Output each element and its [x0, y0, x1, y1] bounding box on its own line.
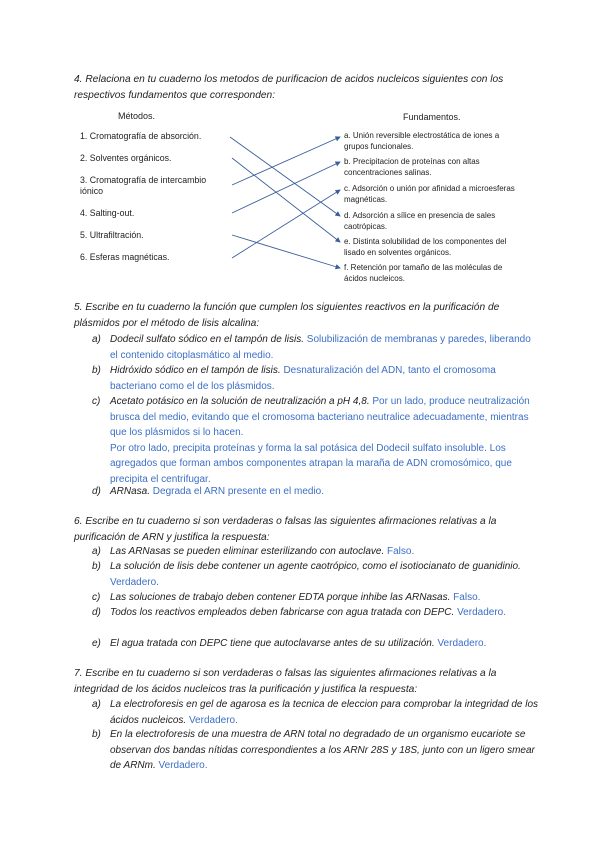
q7-item-a-answer: Verdadero. [188, 714, 238, 726]
q6-item-e-question: El agua tratada con DEPC tiene que autoclavarse antes de su utilización. [110, 638, 435, 649]
q6-item-a-question: Las ARNasas se pueden eliminar esterilizando con autoclave. [110, 546, 385, 557]
method-4: 4. Salting-out. [80, 208, 135, 218]
q5-item-a-answer: Solubilización de membranas y paredes, liberando el contenido citoplasmático al medio. [110, 334, 531, 361]
q6-item-a-label: a) [92, 546, 101, 557]
q5-item-d-answer: Degrada el ARN presente en el medio. [152, 486, 325, 497]
q6-item-c-answer: Falso. [453, 592, 481, 603]
question-7-prompt: 7. Escribe en tu cuaderno si son verdaderas o falsas las siguientes afirmaciones relativas a la integridad de los ácidos nucleicos tras la purificación y justifica la respuesta: [74, 668, 497, 695]
q6-item-a-text [110, 544, 540, 560]
matching-lines [0, 0, 600, 300]
q6-item-d-answer: Verdadero. [457, 607, 506, 618]
match-line-1-d [230, 137, 340, 216]
q5-item-d-question: ARNasa. [110, 486, 151, 497]
fundamentals-header: Fundamentos. [403, 112, 461, 122]
q5-item-d [0, 484, 600, 500]
method-3: 3. Cromatografía de intercambio iónico [80, 175, 207, 196]
q5-item-c-answer: Por un lado, produce neutralización brusca del medio, evitando que el cromosoma bacteriano neutralice adecuadamente, mientras que los plásmidos si lo hacen. [110, 396, 530, 438]
match-line-4-b [232, 162, 340, 213]
q5-item-b-text [110, 363, 540, 394]
fundamental-a: a. Unión reversible electrostática de iones a grupos funcionales. [344, 131, 500, 151]
fundamental-b: b. Precipitacion de proteínas con altas concentraciones salinas. [344, 157, 480, 177]
q6-item-a [0, 544, 600, 560]
q5-item-a-text [110, 332, 540, 363]
q6-item-e-label: e) [92, 638, 101, 649]
q6-item-b-answer: Verdadero. [110, 576, 159, 588]
q6-item-b-label: b) [92, 561, 101, 572]
match-line-3-a [232, 137, 340, 185]
fundamental-c: c. Adsorción o unión por afinidad a microesferas magnéticas. [344, 184, 515, 204]
question-5-prompt: 5. Escribe en tu cuaderno la función que cumplen los siguientes reactivos en la purificación de plásmidos por el método de lisis alcalina: [74, 302, 500, 329]
fundamental-f: f. Retención por tamaño de las moléculas de ácidos nucleicos. [344, 263, 503, 283]
fundamental-d: d. Adsorción a sílice en presencia de sales caotrópicas. [344, 211, 496, 231]
method-2: 2. Solventes orgánicos. [80, 153, 172, 163]
q5-item-a [0, 332, 600, 364]
q7-item-a-label: a) [92, 699, 101, 710]
q7-item-a [0, 697, 600, 729]
q6-item-b-question: La solución de lisis debe contener un agente caotrópico, como el isotiocianato de guanidinio. [110, 561, 521, 572]
q6-item-c-label: c) [92, 592, 101, 603]
q6-item-e-answer: Verdadero. [437, 638, 487, 649]
q5-item-a-question: Dodecil sulfato sódico en el tampón de lisis. [110, 334, 304, 345]
q7-item-b-question: En la electroforesis de una muestra de ARN total no degradado de un organismo eucariote se observan dos bandas nítidas correspondientes a los ARNr 28S y 18S, junto con un ligero smear de ARNm. [110, 729, 535, 771]
q6-item-a-answer: Falso. [387, 546, 415, 557]
q5-item-c-answer-2: Por otro lado, precipita proteínas y forma la sal potásica del Dodecil sulfato insoluble. Los agregados que forman ambos componentes atrapan la maraña de ADN cromosómico, que precipita el centrifugar. [110, 442, 512, 485]
q5-item-b [0, 363, 600, 395]
q6-item-d-question: Todos los reactivos empleados deben fabricarse con agua tratada con DEPC. [110, 607, 455, 618]
q5-item-a-label: a) [92, 334, 101, 345]
q5-item-c-text [110, 394, 540, 487]
q7-item-a-text [110, 697, 540, 728]
method-6: 6. Esferas magnéticas. [80, 252, 170, 262]
q5-item-d-text [110, 484, 540, 500]
method-1: 1. Cromatografía de absorción. [80, 131, 202, 141]
q5-item-c-label: c) [92, 396, 101, 407]
q6-item-c [0, 590, 600, 606]
q6-item-d [0, 605, 600, 637]
q5-item-d-label: d) [92, 486, 101, 497]
q6-item-b [0, 559, 600, 591]
q7-item-b-text [110, 727, 540, 774]
fundamental-e: e. Distinta solubilidad de los componentes del lisado en solventes orgánicos. [344, 237, 507, 257]
methods-header: Métodos. [118, 111, 156, 121]
method-5: 5. Ultrafiltración. [80, 230, 144, 240]
match-line-5-f [232, 235, 340, 268]
q5-item-b-answer: Desnaturalización del ADN, tanto el cromosoma bacteriano como el de los plásmidos. [110, 365, 496, 392]
q6-item-b-text [110, 559, 540, 590]
q6-item-e [0, 636, 600, 652]
q5-item-b-question: Hidróxido sódico en el tampón de lisis. [110, 365, 281, 376]
q6-item-c-question: Las soluciones de trabajo deben contener EDTA porque inhibe las ARNasas. [110, 592, 451, 603]
q5-item-b-label: b) [92, 365, 101, 376]
question-6-prompt: 6. Escribe en tu cuaderno si son verdaderas o falsas las siguientes afirmaciones relativas a la purificación de ARN y justifica la respuesta: [74, 516, 497, 543]
q5-item-c [0, 394, 600, 484]
q7-item-b-label: b) [92, 729, 101, 740]
q7-item-b [0, 727, 600, 775]
q5-item-c-question: Acetato potásico en la solución de neutralización a pH 4,8. [110, 396, 370, 407]
question-4-prompt: 4. Relaciona en tu cuaderno los metodos de purificacion de acidos nucleicos siguientes con los respectivos fundamentos que corresponden: [74, 74, 504, 101]
q7-item-a-question: La electroforesis en gel de agarosa es la tecnica de eleccion para comprobar la integridad de los ácidos nucleicos. [110, 699, 539, 726]
q6-item-d-label: d) [92, 607, 101, 618]
q6-item-e-text [110, 636, 540, 652]
q7-item-b-answer: Verdadero. [158, 760, 208, 771]
q6-item-c-text [110, 590, 540, 606]
q6-item-d-text [110, 605, 540, 621]
